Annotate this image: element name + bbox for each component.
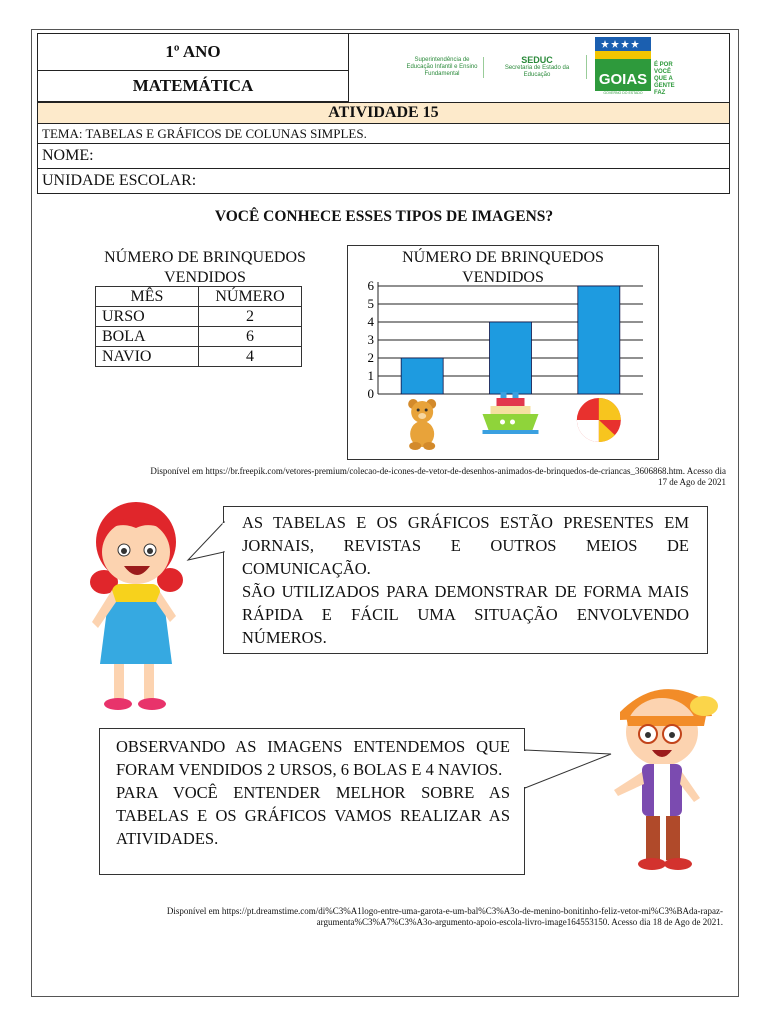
bubble1-paragraph2: SÃO UTILIZADOS PARA DEMONSTRAR DE FORMA MAIS RÁPIDA E FÁCIL UMA SITUAÇÃO ENVOLVENDO NÚMEROS. <box>242 582 689 647</box>
bar-chart <box>347 245 659 460</box>
subject-label: MATEMÁTICA <box>38 71 349 101</box>
seduc-title: SEDUC <box>521 55 553 65</box>
table-cell-item: URSO <box>96 307 199 327</box>
goias-flag-icon <box>595 37 651 97</box>
speech-bubble-tail-icon <box>523 748 613 796</box>
table-title-line1: NÚMERO DE BRINQUEDOS <box>104 249 306 266</box>
goias-logo <box>595 37 682 97</box>
teddy-bear-icon <box>408 399 436 450</box>
table-header-cell: MÊS <box>96 287 199 307</box>
ship-icon <box>483 392 539 434</box>
goias-wordmark: GOIAS <box>595 69 651 91</box>
source-credit-2-line2: argumenta%C3%A7%C3%A3o-argumento-apoio-escola-livro-image164553150. Acesso dia 18 de Ago de 2021. <box>316 917 723 927</box>
chart-y-tick-label: 0 <box>367 386 374 401</box>
nome-field[interactable]: NOME: <box>38 144 729 169</box>
activity-title: ATIVIDADE 15 <box>38 102 729 124</box>
grade-label: 1º ANO <box>38 34 349 70</box>
chart-y-tick-label: 1 <box>367 368 374 383</box>
source-credit-1-line1: Disponível em https://br.freepik.com/vetores-premium/colecao-de-icones-de-vetor-de-desenhos-animados-de-brinquedos-de-criancas_3606868.htm. Acesso dia <box>150 466 726 476</box>
source-credit-1-line2: 17 de Ago de 2021 <box>658 477 726 487</box>
chart-bar <box>578 286 620 394</box>
table-title <box>80 248 330 288</box>
table-cell-item: BOLA <box>96 327 199 347</box>
chart-bar <box>401 358 443 394</box>
table-header-row <box>96 287 302 307</box>
unidade-escolar-field[interactable]: UNIDADE ESCOLAR: <box>42 172 197 189</box>
girl-character-icon <box>72 498 192 718</box>
chart-bar <box>490 322 532 394</box>
table-header-cell: NÚMERO <box>199 287 302 307</box>
table-row <box>96 327 302 347</box>
seduc-subtitle: Secretaria de Estado da Educação <box>504 65 570 78</box>
table-title-line2: VENDIDOS <box>164 269 246 286</box>
chart-y-tick-label: 2 <box>367 350 374 365</box>
goias-slogan: É POR VOCÊ QUE A GENTE FAZ <box>654 62 675 96</box>
speech-bubble-tail-icon <box>186 520 226 570</box>
bubble2-paragraph2: PARA VOCÊ ENTENDER MELHOR SOBRE AS TABELAS E OS GRÁFICOS VAMOS REALIZAR AS ATIVIDADES. <box>116 783 510 848</box>
chart-y-tick-label: 3 <box>367 332 374 347</box>
chart-plot <box>348 246 658 459</box>
worksheet-header <box>37 33 730 194</box>
speech-bubble-boy <box>99 728 525 875</box>
speech-bubble-girl <box>223 506 708 654</box>
chart-title-line1: NÚMERO DE BRINQUEDOS <box>402 249 604 266</box>
seduc-logo <box>492 55 587 79</box>
table-row <box>96 307 302 327</box>
superintendencia-logo: Superintendência de Educação Infantil e Ensino Fundamental <box>405 57 484 78</box>
ball-icon <box>577 398 621 442</box>
question-heading: VOCÊ CONHECE ESSES TIPOS DE IMAGENS? <box>214 208 554 225</box>
chart-y-tick-label: 6 <box>367 278 374 293</box>
logo-strip <box>349 34 729 100</box>
bubble1-paragraph1: AS TABELAS E OS GRÁFICOS ESTÃO PRESENTES EM JORNAIS, REVISTAS E OUTROS MEIOS DE COMUNICAÇÃO. <box>242 513 689 578</box>
table-cell-value: 2 <box>199 307 302 327</box>
boy-character-icon <box>600 672 730 882</box>
chart-y-tick-label: 5 <box>367 296 374 311</box>
chart-y-tick-label: 4 <box>367 314 374 329</box>
sales-table <box>95 286 302 367</box>
table-cell-item: NAVIO <box>96 347 199 367</box>
goias-gov: GOVERNO DO ESTADO <box>603 91 643 95</box>
chart-title-line2: VENDIDOS <box>462 269 544 286</box>
source-credit-2 <box>40 906 723 928</box>
source-credit-2-line1: Disponível em https://pt.dreamstime.com/di%C3%A1logo-entre-uma-garota-e-um-bal%C3%A3o-de-menino-bonitinho-feliz-vetor-mi%C3%BAda-rapaz- <box>166 906 723 916</box>
bubble2-paragraph1: OBSERVANDO AS IMAGENS ENTENDEMOS QUE FORAM VENDIDOS 2 URSOS, 6 BOLAS E 4 NAVIOS. <box>116 737 510 779</box>
table-row <box>96 347 302 367</box>
tema-line: TEMA: TABELAS E GRÁFICOS DE COLUNAS SIMPLES. <box>38 124 729 144</box>
table-cell-value: 6 <box>199 327 302 347</box>
table-cell-value: 4 <box>199 347 302 367</box>
source-credit-1 <box>40 466 726 488</box>
